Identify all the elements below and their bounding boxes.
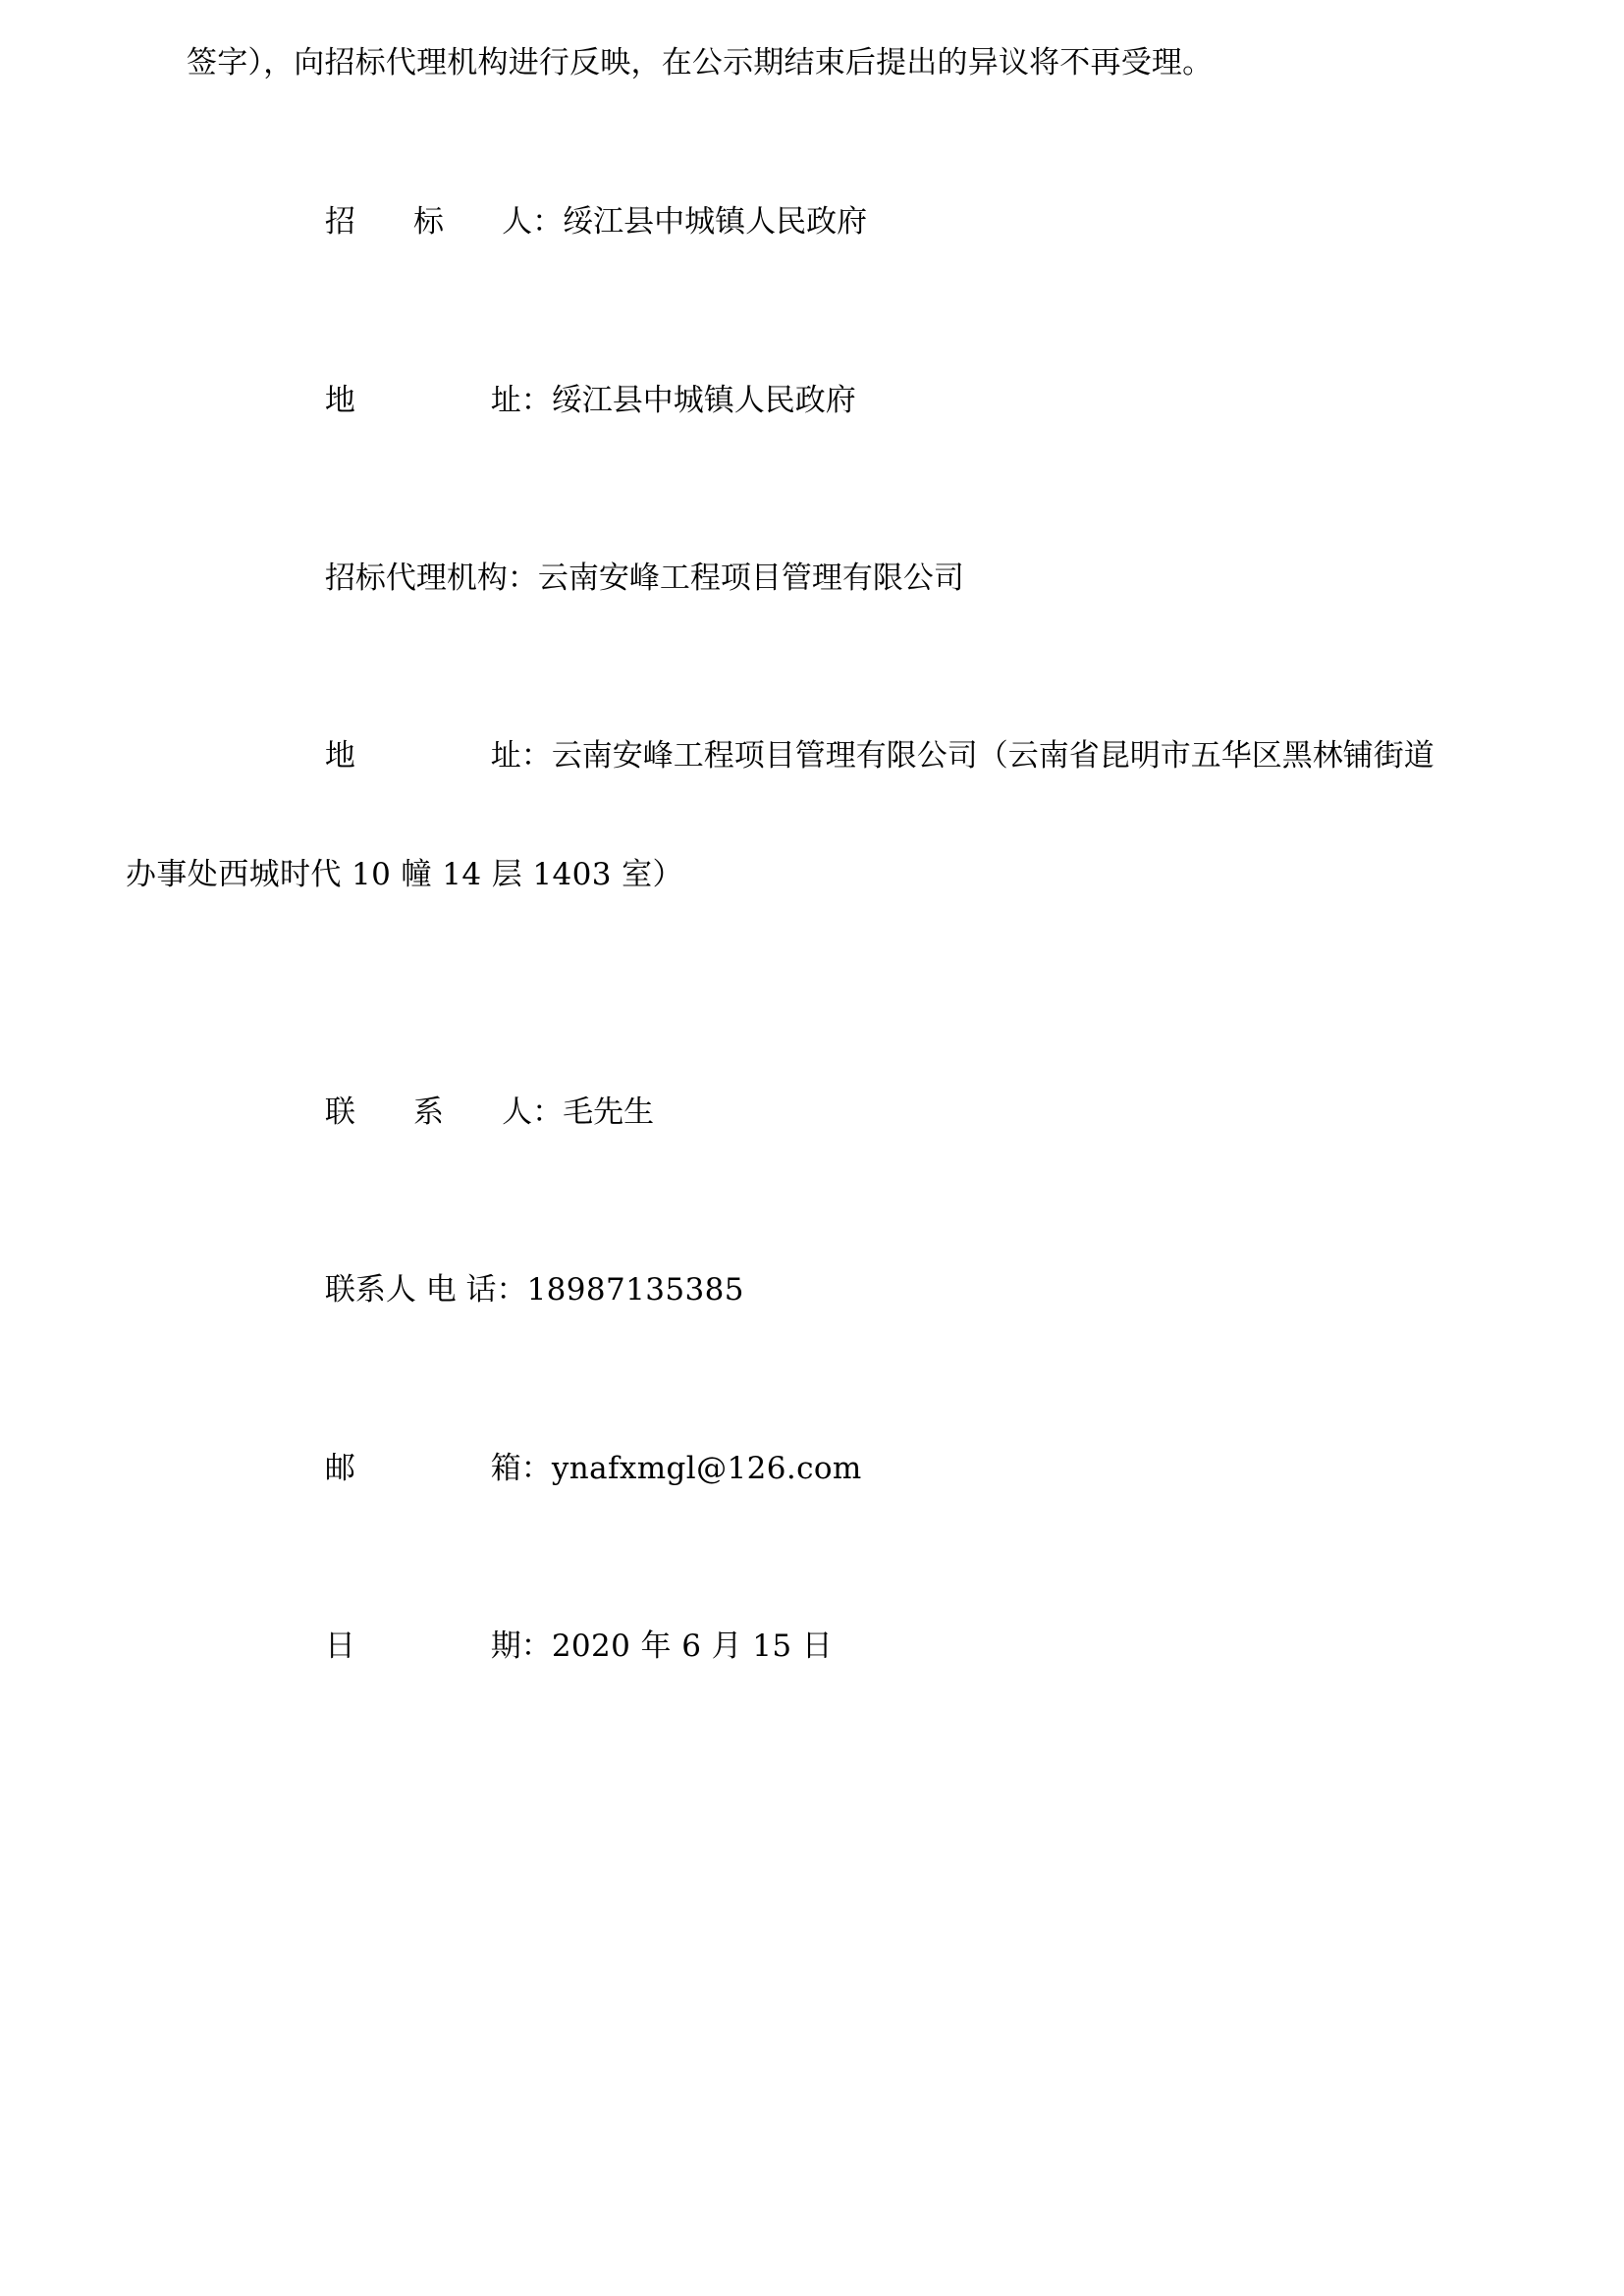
- field-label: 联 系 人：: [324, 1095, 564, 1131]
- field-label: 日 期：: [324, 1628, 552, 1664]
- document-body: [126, 39, 1443, 1735]
- field-value: ynafxmgl@126.com: [551, 1450, 862, 1486]
- lead-paragraph: 签字），向招标代理机构进行反映，在公示期结束后提出的异议将不再受理。: [187, 45, 1214, 80]
- field-label: 邮 箱：: [324, 1450, 552, 1486]
- field-value: 云南安峰工程项目管理有限公司: [537, 561, 964, 597]
- field-row: [187, 133, 1443, 311]
- field-value: 2020 年 6 月 15 日: [551, 1628, 834, 1664]
- field-value: 18987135385: [526, 1272, 744, 1308]
- field-value: 云南安峰工程项目管理有限公司（云南省昆明市五华区黑林铺街道: [551, 738, 1435, 774]
- field-row: [187, 1379, 1443, 1557]
- field-row: [126, 667, 1443, 1024]
- field-row: [187, 311, 1443, 489]
- contact-field-list: [126, 133, 1443, 1735]
- field-value: 毛先生: [563, 1095, 655, 1131]
- field-value: 绥江县中城镇人民政府: [563, 204, 868, 240]
- field-row: [187, 490, 1443, 667]
- field-label: 联系人 电 话：: [324, 1272, 527, 1308]
- field-row: [187, 1201, 1443, 1379]
- field-label: 招标代理机构：: [324, 561, 538, 597]
- field-row: [187, 1558, 1443, 1735]
- field-row: [187, 1024, 1443, 1201]
- field-label: 地 址：: [324, 738, 552, 774]
- field-value: 绥江县中城镇人民政府: [551, 382, 856, 418]
- field-label: 招 标 人：: [324, 204, 564, 240]
- field-label: 地 址：: [324, 382, 552, 418]
- field-value-continuation: 办事处西城时代 10 幢 14 层 1403 室）: [126, 857, 683, 893]
